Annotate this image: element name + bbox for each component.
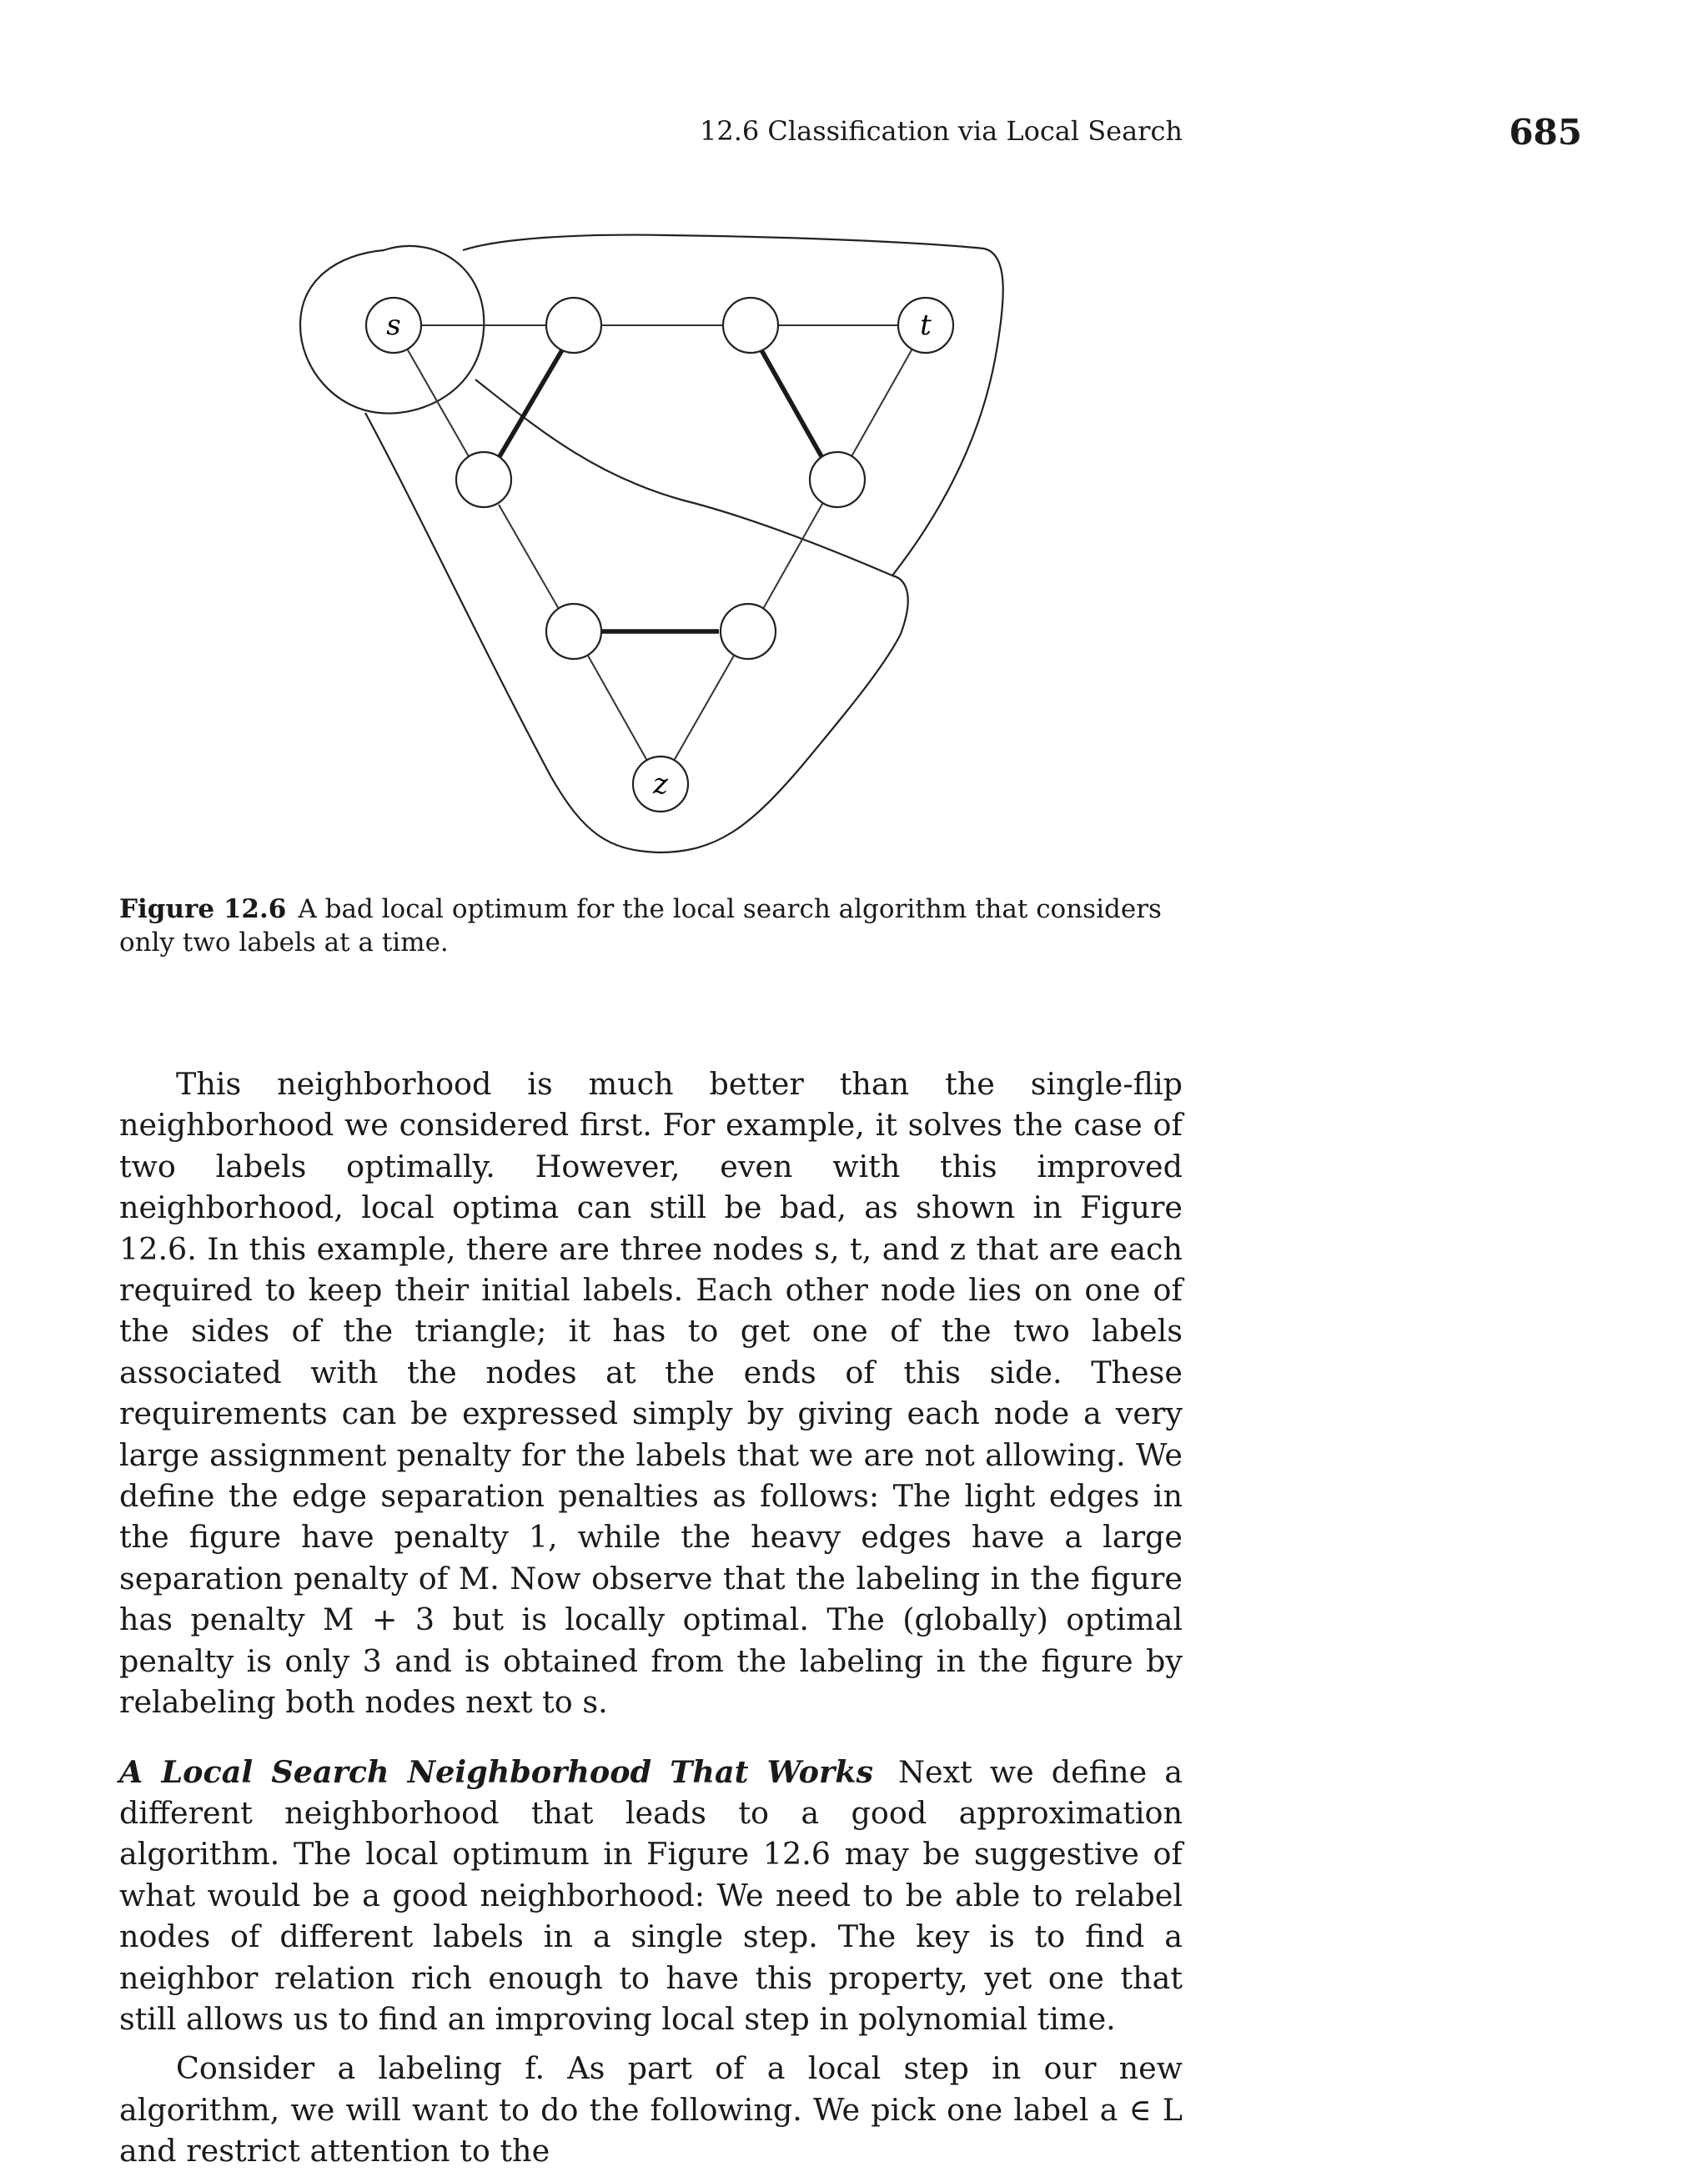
- edge-t-right1: [851, 349, 912, 458]
- node-right1: [810, 452, 865, 507]
- graph-figure: [0, 0, 1708, 884]
- body-text: [119, 1063, 1183, 2172]
- nodes: [366, 298, 953, 812]
- node-label-s: s: [386, 309, 401, 342]
- page-number: 685: [1509, 112, 1582, 153]
- heavy-edge-top1-left1: [499, 349, 563, 458]
- run-in-heading: A Local Search Neighborhood That Works: [119, 1753, 874, 1790]
- node-label-t: t: [920, 309, 932, 342]
- edge-left2-z: [588, 656, 647, 761]
- node-label-z: z: [653, 767, 668, 801]
- edge-left1-left2: [499, 505, 559, 609]
- paragraph-1: This neighborhood is much better than the single-flip neighborhood we considered first. For example, it solves the case of two labels optimally. However, even with this improved neighborhood, local optima can still be bad, as shown in Figure 12.6. In this example, there are three nodes s, t, and z that are each required to keep their initial labels. Each other node lies on one of the sides of the triangle; it has to get one of the two labels associated with the nodes at the ends of this side. These requirements can be expressed simply by giving each node a very large assignment penalty for the labels that we are not allowing. We define the edge separation penalties as follows: The light edges in the figure have penalty 1, while the heavy edges have a large separation penalty of M. Now observe that the labeling in the figure has penalty M + 3 but is locally optimal. The (globally) optimal penalty is only 3 and is obtained from the labeling in the figure by relabeling both nodes next to s.: [119, 1066, 1183, 1721]
- figure-caption: [119, 892, 1178, 959]
- section-title: 12.6 Classification via Local Search: [699, 115, 1183, 147]
- node-top2: [723, 298, 778, 353]
- t-region-boundary: [463, 235, 1003, 576]
- edge-right1-right2: [763, 504, 822, 609]
- caption-text: A bad local optimum for the local search algorithm that considers only two labels at a time.: [119, 894, 1162, 958]
- node-top1: [546, 298, 601, 353]
- node-left1: [456, 452, 511, 507]
- paragraph-2: [119, 1752, 1183, 2040]
- edge-right2-z: [674, 656, 734, 761]
- paragraph-2-text: Next we define a different neighborhood that leads to a good approximation algorithm. The local optimum in Figure 12.6 may be suggestive of what would be a good neighborhood: We need to be able to relabel nodes of different labels in a single step. The key is to find a neighbor relation rich enough to have this property, yet one that still allows us to find an improving local step in polynomial time.: [119, 1753, 1183, 2037]
- caption-label: Figure 12.6: [119, 894, 287, 924]
- edge-s-left1: [407, 349, 470, 458]
- heavy-edge-top2-right1: [761, 349, 822, 458]
- node-left2: [546, 604, 601, 659]
- light-edges: [407, 325, 912, 761]
- node-right2: [721, 604, 776, 659]
- paragraph-3: Consider a labeling f. As part of a local step in our new algorithm, we will want to do the following. We pick one label a ∈ L and restrict attention to the: [119, 2050, 1183, 2169]
